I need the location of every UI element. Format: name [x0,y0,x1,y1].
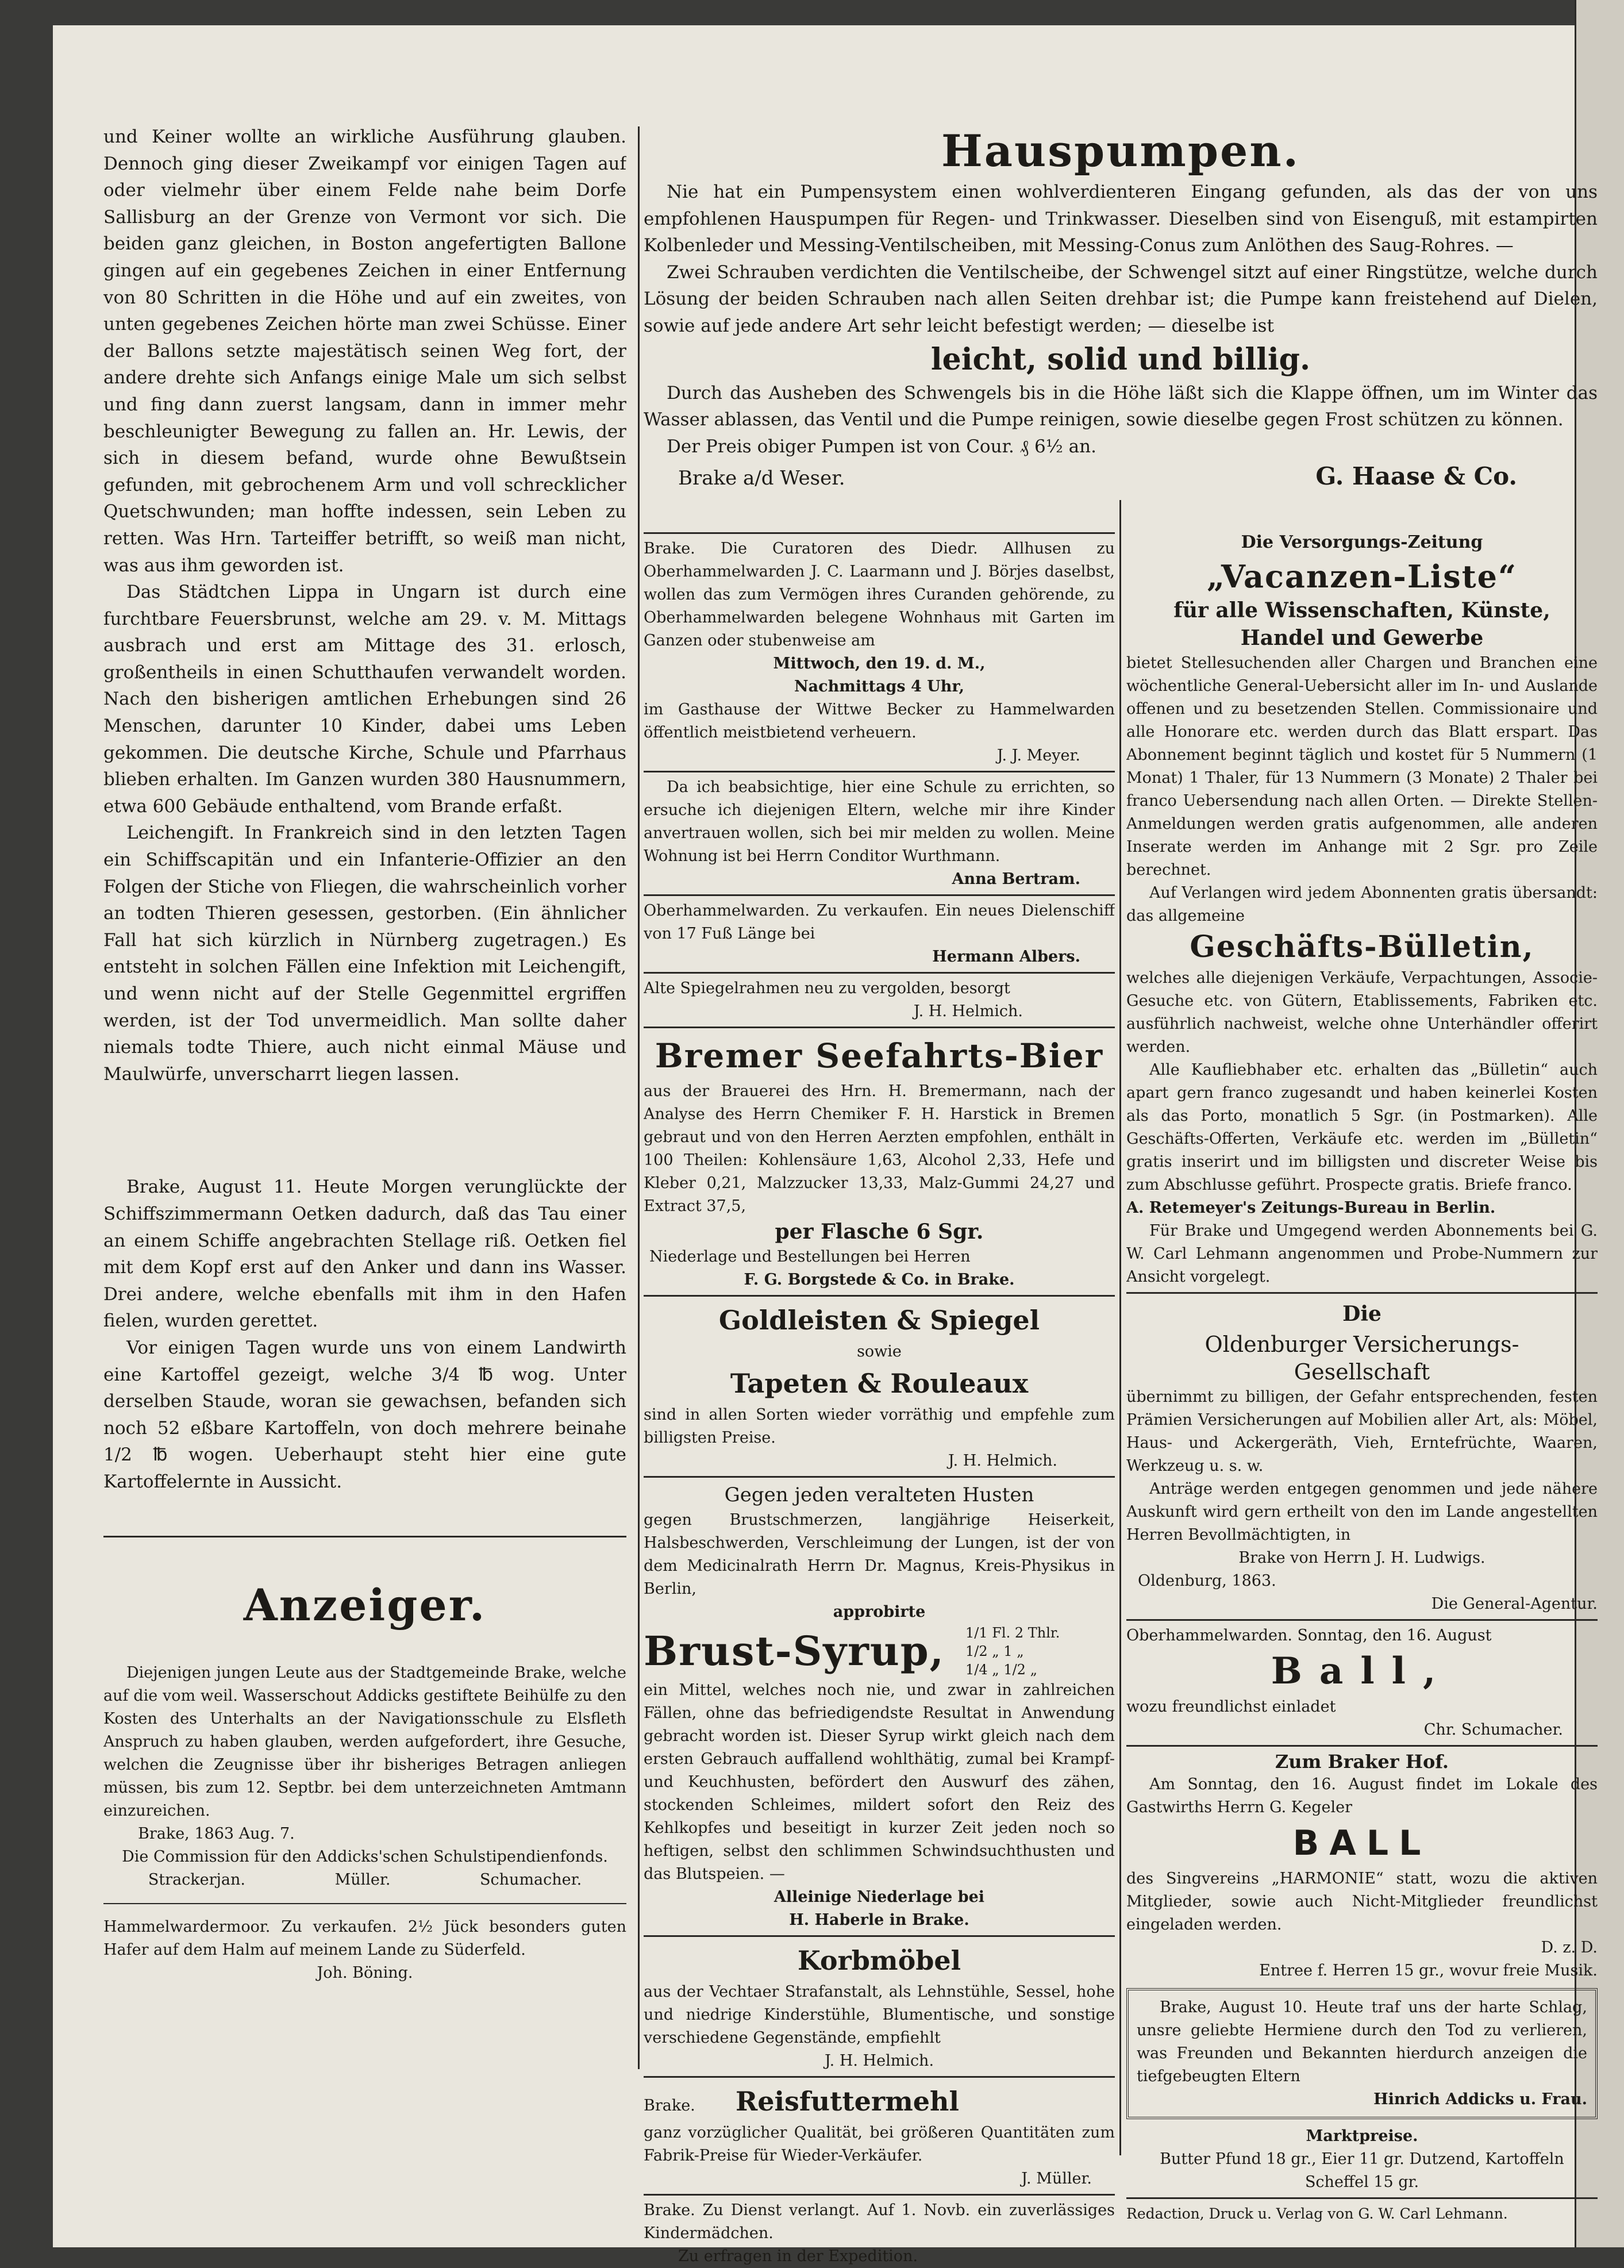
ad-school-text: Diejenigen jungen Leute aus der Stadtgemeinde Brake, welche auf die vom weil. Wasserschout Addicks gestiftete Beihülfe zu den Kosten des Unterhalts an der Navigationsschule zu Elsfleth Anspruch zu haben glauben, werden aufgefordert, ihre Gesuche, welchen die Zeugnisse über ihr bisheriges Betragen anliegen müssen, bis zum 12. Septbr. bei dem unterzeichneten Amtmann einzureichen. [103,1663,626,1820]
signature-name: Strackerjan. [148,1870,245,1889]
syrup-price: 1/2 „ 1 „ [965,1643,1024,1659]
syrup-title: Brust-Syrup, [644,1627,945,1675]
divider [1126,2197,1598,2199]
gold-title: Goldleisten & Spiegel [718,1305,1040,1336]
divider [644,894,1115,896]
ov-die: Die [1342,1302,1381,1326]
gb-text2: Alle Kaufliebhaber etc. erhalten das „Bülletin“ auch apart gern franco zugesandt und haben keinerlei Kosten als das Porto, monatlich 5 Sgr. (in Postmarken). Alle Geschäfts-Offerten, Verkäufe etc. werden im „Bülletin“ gratis inserirt und im billigsten und discreter Weise bis zum Abschlusse geführt. Prospecte gratis. Briefe franco. [1126,1061,1598,1194]
gold-text: sind in allen Sorten wieder vorräthig und empfehle zum billigsten Preise. [644,1406,1115,1447]
article-brake-accident: Brake, August 11. Heute Morgen verunglückte der Schiffszimmermann Oetken dadurch, daß das Tau einer an einem Schiffe angebrachten Stellage riß. Oetken fiel mit dem Kopf erst auf den Anker und dann ins Wasser. Drei andere, welche ebenfalls mit ihm in den Hafen fielen, wurden gerettet. [103,1177,626,1332]
right-column [1126,529,1598,2225]
ad-schule-text: Da ich beabsichtige, hier eine Schule zu errichten, so ersuche ich diejenigen Eltern, welche mir ihre Kinder anvertrauen wollen, sich bei mir melden zu wollen. Meine Wohnung ist bei Herrn Conditor Wurthmann. [644,778,1115,865]
ad-school-date: Brake, 1863 Aug. 7. [138,1824,295,1843]
gold-title2: Tapeten & Rouleaux [730,1368,1029,1399]
vz-sub1: für alle Wissenschaften, Künste, [1173,598,1550,622]
bier-price: per Flasche 6 Sgr. [775,1220,984,1244]
hof-dzd: D. z. D. [1541,1939,1598,1956]
reis-header [644,2081,1115,2121]
ov-brake: Brake von Herrn J. H. Ludwigs. [1238,1549,1486,1567]
divider [644,1295,1115,1297]
vz-sub2: Handel und Gewerbe [1240,626,1484,650]
death-notice [1126,1988,1598,2119]
ad-curatoren-time: Nachmittags 4 Uhr, [794,678,964,695]
article-lippa-fire: Das Städtchen Lippa in Ungarn ist durch eine furchtbare Feuersbrunst, welche am 29. v. M. Mittags ausbrach und erst am Mittage des 31. erlosch, großentheils in einen Schutthaufen verwandelt worden. Nach den bisherigen amtlichen Erhebungen sind 26 Menschen, darunter 10 Kinder, dabei ums Leben gekommen. Die deutsche Kirche, Schule und Pfarrhaus blieben erhalten. Im Ganzen wurden 380 Hausnummern, etwa 600 Gebäude enthaltend, vom Brande erfaßt. [103,582,626,817]
vz-text: bietet Stellesuchenden aller Chargen und Branchen eine wöchentliche General-Uebersicht aller im In- und Auslande offenen und zu besetzenden Stellen. Commissionaire und alle Honorare etc. werden durch das Blatt erspart. Das Abonnement beginnt täglich und kostet für 5 Nummern (1 Monat) 1 Thaler, für 13 Nummern (3 Monate) 2 Thaler bei franco Uebersendung nach allen Orten. — Direkte Stellen-Anmeldungen werden gratis aufgenommen, alle anderen Inserate werden im Anhange mit 2 Sgr. pro Zeile berechnet. [1126,654,1598,879]
hauspumpen-firm: G. Haase & Co. [1315,462,1517,491]
korb-text: aus der Vechtaer Strafanstalt, als Lehnstühle, Sessel, hohe und niedrige Kinderstühle, Blumentische, und sonstige verschiedene Gegenstände, empfiehlt [644,1983,1115,2047]
ad-school-commission: Die Commission für den Addicks'schen Schulstipendienfonds. [122,1847,608,1866]
divider [103,1536,626,1537]
ad-curatoren-text: Brake. Die Curatoren des Diedr. Allhusen zu Oberhammelwarden J. C. Laarmann und J. Börjes daselbst, wollen das zum Vermögen ihres Curanden gehörende, zu Oberhammelwarden belegene Wohnhaus mit Garten im Ganzen oder stubenweise am [644,540,1115,649]
ov-title: Oldenburger Versicherungs- [1204,1332,1519,1357]
divider [1126,1292,1598,1294]
hof-title: Zum Braker Hof. [1275,1751,1449,1773]
husten-approbirte: approbirte [833,1603,926,1621]
death-text: Brake, August 10. Heute traf uns der harte Schlag, unsre geliebte Hermiene durch den Tod zu verlieren, was Freunden und Bekannten hierdurch anzeigen die tiefgebeugten Eltern [1137,1998,1587,2085]
ball-signature: Chr. Schumacher. [1423,1721,1563,1739]
ad-dielenschiff-text: Oberhammelwarden. Zu verkaufen. Ein neues Dielenschiff von 17 Fuß Länge bei [644,902,1115,943]
divider [1126,1745,1598,1747]
syrup-niederlage: Alleinige Niederlage bei [773,1888,985,1906]
reis-title: Reisfuttermehl [736,2086,959,2117]
ad-dielenschiff-signature: Hermann Albers. [932,948,1080,966]
hauspumpen-price: Der Preis obiger Pumpen ist von Cour. ₰ 6½ an. [667,436,1096,457]
hof-entree: Entree f. Herren 15 gr., wovur freie Musik. [1259,1962,1598,1979]
hauspumpen-place: Brake a/d Weser. [678,467,845,490]
divider [644,2076,1115,2078]
syrup-firm: H. Haberle in Brake. [789,1911,969,1929]
death-signature: Hinrich Addicks u. Frau. [1373,2090,1587,2108]
ball-title: Ball, [1271,1650,1453,1693]
bier-firm: F. G. Borgstede & Co. in Brake. [744,1271,1015,1289]
gb-bureau: A. Retemeyer's Zeitungs-Bureau in Berlin. [1126,1199,1496,1217]
gb-text: welches alle diejenigen Verkäufe, Verpachtungen, Associe-Gesuche etc. von Gütern, Etablissements, Fabriken etc. ausführlich nachweist, welche ohne Unterhändler offerirt werden. [1126,969,1598,1056]
ov-text2: Anträge werden entgegen genommen und jede nähere Auskunft wird gern ertheilt von den im Lande angestellten Herren Bevollmächtigten, in [1126,1480,1598,1544]
syrup-prices [965,1624,1060,1679]
syrup-price: 1/1 Fl. 2 Thlr. [965,1625,1060,1641]
signature-name: Schumacher. [480,1870,582,1889]
article-balloon-duel: und Keiner wollte an wirkliche Ausführung glauben. Dennoch ging dieser Zweikampf vor einigen Tagen auf oder vielmehr über einem Felde nahe beim Dorfe Sallisburg an der Grenze von Vermont vor sich. Die beiden ganz gleichen, in Boston angefertigten Ballone gingen auf ein gegebenes Zeichen in einer Entfernung von 80 Schritten in die Höhe und auf ein zweites, von unten gegebenes Zeichen hörte man zwei Schüsse. Einer der Ballons setzte majestätisch seinen Weg fort, der andere drehte sich Anfangs einige Male um sich selbst und fing dann zuerst langsam, dann in immer mehr beschleunigter Bewegung zu fallen an. Hr. Lewis, der sich in diesem befand, wurde ohne Bewußtsein gefunden, mit gebrochenem Arm und voll schrecklicher Quetschwunden; man hoffte indessen, sein Leben zu retten. Was Hrn. Tarteiffer betrifft, so weiß man nicht, was aus ihm geworden ist. [103,126,626,576]
ad-schule-signature: Anna Bertram. [952,870,1080,888]
gold-sowie: sowie [857,1343,902,1360]
ball-head: Oberhammelwarden. Sonntag, den 16. August [1126,1627,1492,1644]
ad-spiegel-signature: J. H. Helmich. [913,1002,1023,1020]
bier-text: aus der Brauerei des Hrn. H. Bremermann, nach der Analyse des Herrn Chemiker F. H. Harstick in Bremen gebraut und von den Herren Aerzten empfohlen, enthält in 100 Theilen: Kohlensäure 1,63, Alcohol 2,33, Hefe und Kleber 0,21, Malzzucker 13,33, Malz-Gummi 24,27 und Extract 37,5, [644,1082,1115,1215]
hof-text: Am Sonntag, den 16. August findet im Lokale des Gastwirths Herrn G. Kegeler [1126,1775,1598,1816]
divider [644,771,1115,772]
ov-title2: Gesellschaft [1294,1359,1430,1385]
column-rule-right [1119,500,1121,2155]
syrup-price: 1/4 „ 1/2 „ [965,1662,1038,1678]
hof-ball: BALL [1292,1823,1431,1863]
syrup-text: ein Mittel, welches noch nie, und zwar in zahlreichen Fällen, ohne das befriedigendste Resultat in Anwendung gebracht worden ist. Dieser Syrup wirkt gleich nach dem ersten Gebrauch auffallend wohlthätig, zumal bei Krampf- und Keuchhusten, befördert den Auswurf des zähen, stockenden Schleimes, mildert sofort den Reiz des Kehlkopfes und beseitigt in kurzer Zeit jeden noch so heftigen, selbst den schlimmen Schwindsuchthusten und das Blutspeien. — [644,1681,1115,1883]
ad-hammel-signature: Joh. Böning. [317,1963,413,1982]
gold-signature: J. H. Helmich. [948,1452,1057,1470]
ad-hammel-text: Hammelwardermoor. Zu verkaufen. 2½ Jück besonders guten Hafer auf dem Halm auf meinem Lande zu Süderfeld. [103,1917,626,1959]
divider [644,972,1115,974]
divider [644,1935,1115,1937]
hauspumpen-footer [644,460,1598,493]
reis-text: ganz vorzüglicher Qualität, bei größeren Quantitäten zum Fabrik-Preise für Wieder-Verkäufer. [644,2124,1115,2165]
markt-title: Marktpreise. [1306,2127,1418,2145]
dienst-end: Zu erfragen in der Expedition. [678,2247,918,2265]
hauspumpen-p1: Nie hat ein Pumpensystem einen wohlverdienteren Eingang gefunden, als das der von uns empfohlenen Hauspumpen für Regen- und Trinkwasser. Dieselben sind von Eisenguß, mit estampirten Kolbenleder und Messing-Ventilscheiben, mit Messing-Conus zum Anlöthen des Saug-Rohres. — [644,182,1598,256]
vz-header: Die Versorgungs-Zeitung [1241,532,1483,552]
divider [644,532,1115,534]
column-rule-left [638,126,640,2069]
korb-title: Korbmöbel [797,1945,961,1976]
ad-spiegel-text: Alte Spiegelrahmen neu zu vergolden, besorgt [644,979,1010,997]
hauspumpen-ad [644,124,1598,493]
middle-column [644,529,1115,2268]
husten-title: Gegen jeden veralteten Husten [724,1483,1034,1506]
hauspumpen-p3: Durch das Ausheben des Schwengels bis in die Höhe läßt sich die Klappe öffnen, um im Winter das Wasser ablassen, das Ventil und die Pumpe reinigen, sowie dieselbe gegen Frost schützen zu können. [644,382,1598,430]
article-leichengift: Leichengift. In Frankreich sind in den letzten Tagen ein Schiffscapitän und ein Infanterie-Offizier an den Folgen der Stiche von Fliegen, die wahrscheinlich vorher an todten Thieren gesessen, gestorben. (Ein ähnlicher Fall hat sich kürzlich in Nürnberg zugetragen.) Es entsteht in solchen Fällen eine Infektion mit Leichengift, und wenn nicht auf der Stelle Gegenmittel ergriffen werden, ist der Tod unvermeidlich. Man sollte daher niemals todte Thiere, auch nicht einmal Mäuse und Maulwürfe, unverscharrt liegen lassen. [103,822,626,1085]
ad-curatoren-signature: J. J. Meyer. [996,747,1080,764]
ball-text: wozu freundlichst einladet [1126,1698,1336,1716]
hauspumpen-p2: Zwei Schrauben verdichten die Ventilscheibe, der Schwengel sitzt auf einer Ringstütze, welche durch Lösung der beiden Schrauben nach allen Seiten drehbar ist; die Pumpe kann freistehend auf Dielen, sowie auf jede andere Art sehr leicht befestigt werden; — dieselbe ist [644,262,1598,336]
vz-text2: Auf Verlangen wird jedem Abonnenten gratis übersandt: das allgemeine [1126,884,1598,925]
vz-title: „Vacanzen-Liste“ [1206,558,1518,595]
article-kartoffel: Vor einigen Tagen wurde uns von einem Landwirth eine Kartoffel gezeigt, welche 3/4 ℔ wog. Unter derselben Staude, woran sie gewachsen, befanden sich noch 52 eßbare Kartoffeln, von doch mehrere beinahe 1/2 ℔ wogen. Ueberhaupt steht hier eine gute Kartoffelernte in Aussicht. [103,1337,626,1492]
hauspumpen-slogan: leicht, solid und billig. [930,341,1311,377]
bier-title: Bremer Seefahrts-Bier [655,1036,1104,1075]
korb-signature: J. H. Helmich. [824,2052,934,2070]
husten-text: gegen Brustschmerzen, langjährige Heiserkeit, Halsbeschwerden, Verschleimung der Lungen, ist der von dem Medicinalrath Herrn Dr. Magnus, Kreis-Physikus in Berlin, [644,1511,1115,1598]
ov-date: Oldenburg, 1863. [1138,1572,1276,1590]
divider [103,1903,626,1904]
ov-signature: Die General-Agentur. [1431,1595,1598,1613]
divider [1126,1619,1598,1621]
ad-school-signatures [103,1869,626,1892]
bier-niederlage: Niederlage und Bestellungen bei Herren [649,1248,971,1266]
reis-place: Brake. [644,2097,695,2115]
ad-curatoren-end: im Gasthause der Wittwe Becker zu Hammelwarden öffentlich meistbietend verheuern. [644,701,1115,741]
gb-title: Geschäfts-Bülletin, [1190,929,1534,964]
signature-name: Müller. [334,1870,391,1889]
gb-brake: Für Brake und Umgegend werden Abonnements bei G. W. Carl Lehmann angenommen und Probe-Nummern zur Ansicht vorgelegt. [1126,1222,1598,1286]
ov-text: übernimmt zu billigen, der Gefahr entsprechenden, festen Prämien Versicherungen auf Mobilien aller Art, als: Möbel, Haus- und Ackergeräth, Vieh, Erntefrüchte, Waaren, Werkzeug u. s. w. [1126,1388,1598,1475]
divider [644,2194,1115,2196]
footer-imprint: Redaction, Druck u. Verlag von G. W. Carl Lehmann. [1126,2205,1508,2222]
ad-curatoren-date: Mittwoch, den 19. d. M., [773,655,986,672]
markt-text: Butter Pfund 18 gr., Eier 11 gr. Dutzend, Kartoffeln Scheffel 15 gr. [1160,2150,1564,2191]
dienst-text: Brake. Zu Dienst verlangt. Auf 1. Novb. ein zuverlässiges Kindermädchen. [644,2201,1115,2242]
hauspumpen-title: Hauspumpen. [941,125,1300,176]
reis-signature: J. Müller. [1021,2170,1092,2188]
divider [644,1476,1115,1478]
divider [644,1027,1115,1028]
syrup-header [644,1624,1115,1679]
hof-text2: des Singvereins „HARMONIE“ statt, wozu die aktiven Mitglieder, sowie auch Nicht-Mitglieder freundlichst eingeladen werden. [1126,1870,1598,1933]
anzeiger-title: Anzeiger. [243,1579,487,1631]
left-column [103,124,626,1985]
